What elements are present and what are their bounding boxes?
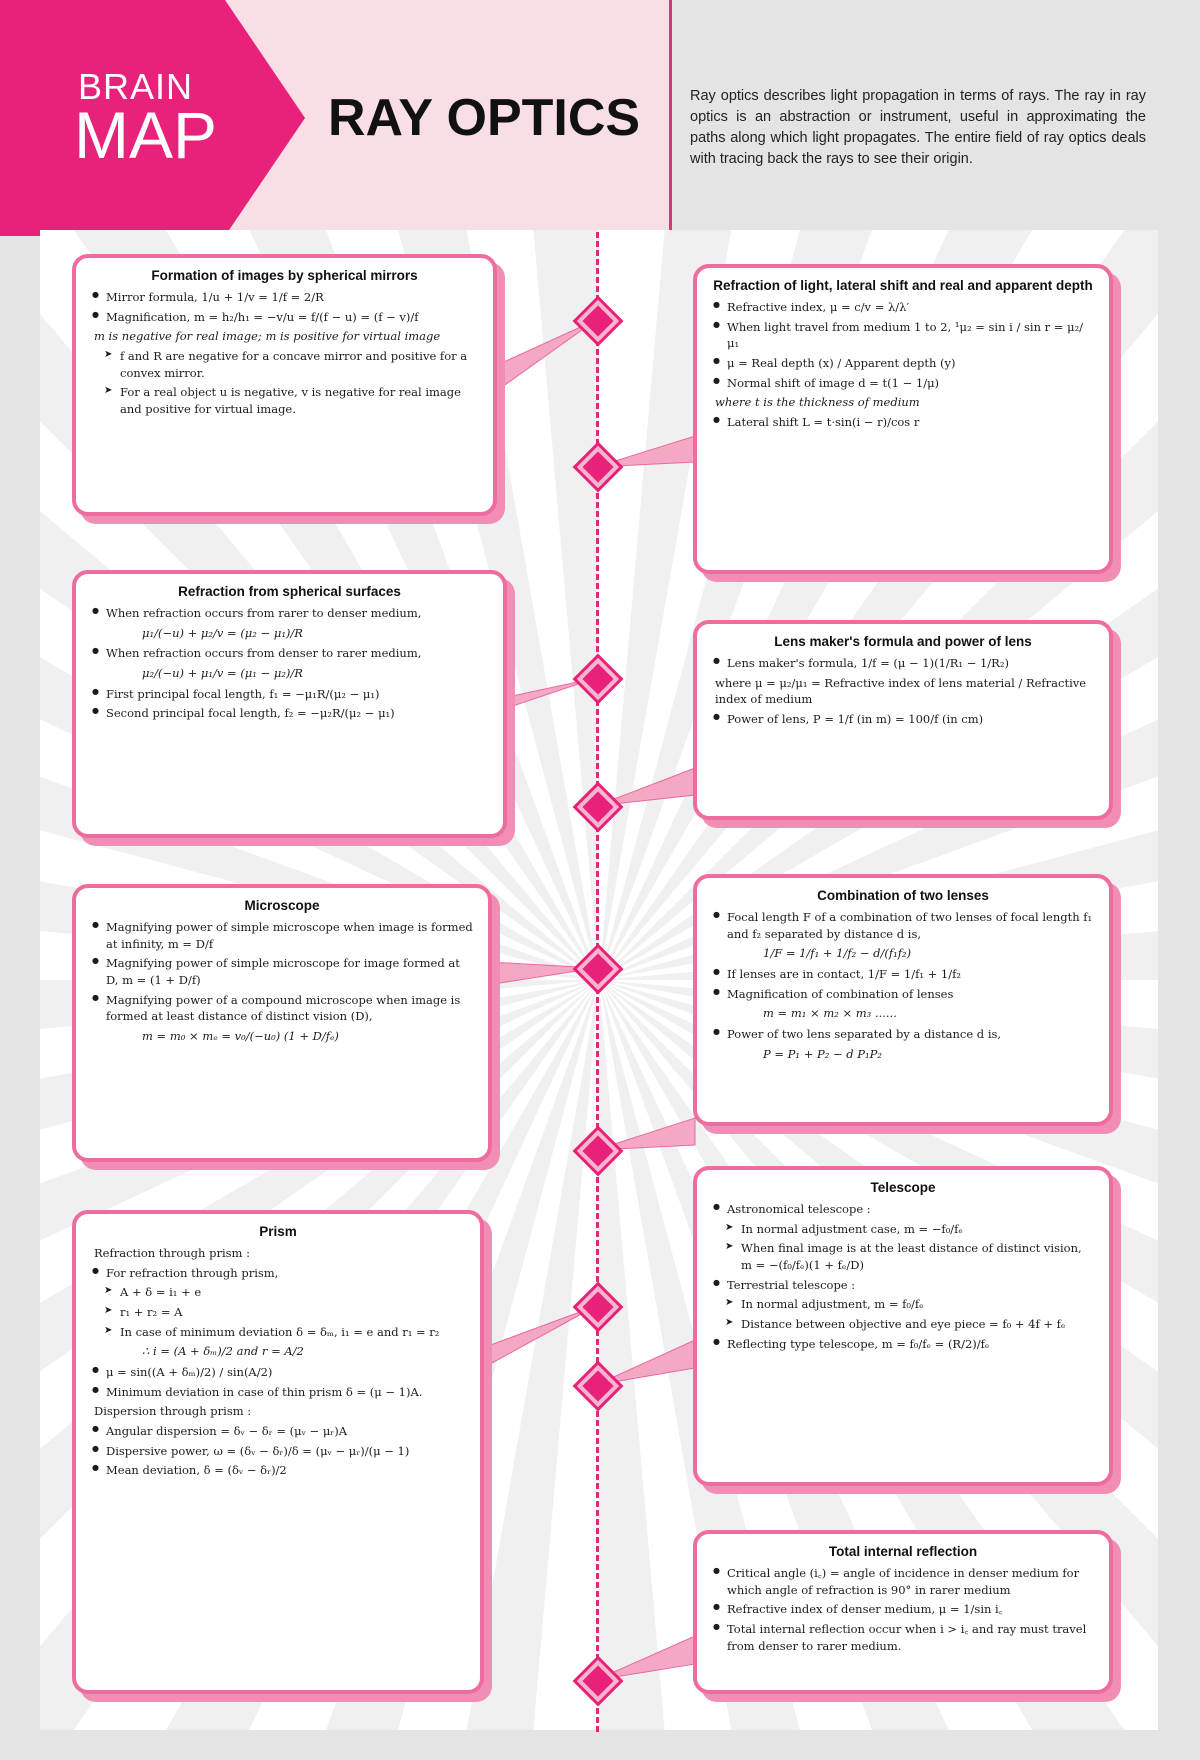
brand-top: BRAIN bbox=[78, 66, 194, 107]
list-item: ● Focal length F of a combination of two lenses of focal length f₁ and f₂ separated by distance d is, bbox=[711, 909, 1095, 942]
list-item: ● When refraction occurs from denser to rarer medium, bbox=[90, 645, 489, 662]
intro-text: Ray optics describes light propagation in terms of rays. The ray in ray optics is an abstraction or instrument, useful in approximating the paths along which light propagates. The entire field of ray optics deals with tracing back the rays to see their origin. bbox=[690, 88, 1146, 167]
list-item: ● Power of two lens separated by a distance d is, bbox=[711, 1026, 1095, 1043]
list-item: ➤ A + δ = i₁ + e bbox=[90, 1284, 466, 1301]
card-title: Telescope bbox=[870, 1180, 936, 1195]
list-item: ● μ = sin((A + δₘ)/2) / sin(A/2) bbox=[90, 1364, 466, 1381]
list-item: ➤ For a real object u is negative, v is negative for real image and positive for virtual image. bbox=[90, 384, 479, 417]
list-item: ● Magnification, m = h₂/h₁ = −v/u = f/(f − u) = (f − v)/f bbox=[90, 309, 479, 326]
list-item: ● Refractive index, μ = c/v = λ/λ′ bbox=[711, 299, 1095, 316]
list-item: ● If lenses are in contact, 1/F = 1/f₁ + 1/f₂ bbox=[711, 966, 1095, 983]
card-title: Total internal reflection bbox=[828, 1544, 978, 1559]
card-microscope bbox=[72, 884, 492, 1162]
section-heading: Dispersion through prism : bbox=[94, 1404, 252, 1419]
equation: P = P₁ + P₂ − d P₁P₂ bbox=[763, 1046, 882, 1061]
list-item: ● Magnifying power of a compound microscope when image is formed at least distance of distinct vision (D), bbox=[90, 992, 474, 1025]
equation: m = m₁ × m₂ × m₃ ...... bbox=[763, 1006, 897, 1021]
equation: ∴ i = (A + δₘ)/2 and r = A/2 bbox=[142, 1344, 304, 1359]
list-item: ● Angular dispersion = δᵥ − δᵣ = (μᵥ − μᵣ)A bbox=[90, 1423, 466, 1440]
card-spherical bbox=[72, 570, 507, 838]
list-item: ● Lens maker's formula, 1/f = (μ − 1)(1/R₁ − 1/R₂) bbox=[711, 655, 1095, 672]
list-item: ● Second principal focal length, f₂ = −μ₂R/(μ₂ − μ₁) bbox=[90, 705, 489, 722]
equation: 1/F = 1/f₁ + 1/f₂ − d/(f₁f₂) bbox=[763, 946, 912, 961]
list-item: ● First principal focal length, f₁ = −μ₁R/(μ₂ − μ₁) bbox=[90, 686, 489, 703]
list-item: ● Reflecting type telescope, m = f₀/fₑ = (R/2)/fₑ bbox=[711, 1336, 1095, 1353]
list-item: ● Total internal reflection occur when i > i꜀ and ray must travel from denser to rarer medium. bbox=[711, 1621, 1095, 1654]
card-combination bbox=[693, 874, 1113, 1126]
list-item: ➤ In normal adjustment, m = f₀/fₑ bbox=[711, 1296, 1095, 1313]
connector-mirrors bbox=[495, 320, 596, 392]
list-item: ● Critical angle (i꜀) = angle of incidence in denser medium for which angle of refraction is 90° in rarer medium bbox=[711, 1565, 1095, 1598]
card-title: Prism bbox=[259, 1224, 297, 1239]
section-heading: Refraction through prism : bbox=[94, 1246, 250, 1260]
list-item: ● Magnifying power of simple microscope for image formed at D, m = (1 + D/f) bbox=[90, 955, 474, 988]
note-text: where μ = μ₂/μ₁ = Refractive index of lens material / Refractive index of medium bbox=[715, 675, 1087, 707]
card-telescope bbox=[693, 1166, 1113, 1486]
page-title: RAY OPTICS bbox=[328, 89, 641, 147]
brand-bottom: MAP bbox=[74, 98, 218, 172]
list-item: ● Refractive index of denser medium, μ = 1/sin i꜀ bbox=[711, 1601, 1095, 1618]
list-item: ➤ In case of minimum deviation δ = δₘ, i₁ = e and r₁ = r₂ bbox=[90, 1324, 466, 1341]
list-item: ➤ In normal adjustment case, m = −f₀/fₑ bbox=[711, 1221, 1095, 1238]
list-item: ● When refraction occurs from rarer to denser medium, bbox=[90, 605, 489, 622]
list-item: ● Magnifying power of simple microscope when image is formed at infinity, m = D/f bbox=[90, 919, 474, 952]
card-prism bbox=[72, 1210, 484, 1694]
list-item: ● Mirror formula, 1/u + 1/v = 1/f = 2/R bbox=[90, 289, 479, 306]
card-refraction bbox=[693, 264, 1113, 574]
card-title: Refraction from spherical surfaces bbox=[178, 584, 401, 599]
list-item: ➤ Distance between objective and eye piece = f₀ + 4f + fₑ bbox=[711, 1316, 1095, 1333]
card-title: Formation of images by spherical mirrors bbox=[151, 268, 418, 283]
list-item: ● Terrestrial telescope : bbox=[711, 1277, 1095, 1294]
card-tir bbox=[693, 1530, 1113, 1694]
list-item: ● When light travel from medium 1 to 2, ¹μ₂ = sin i / sin r = μ₂/μ₁ bbox=[711, 319, 1095, 352]
list-item: ➤ r₁ + r₂ = A bbox=[90, 1304, 466, 1321]
list-item: ● Lateral shift L = t·sin(i − r)/cos r bbox=[711, 414, 1095, 431]
card-mirrors bbox=[72, 254, 497, 516]
card-title: Lens maker's formula and power of lens bbox=[774, 634, 1032, 649]
list-item: ● Dispersive power, ω = (δᵥ − δᵣ)/δ = (μᵥ − μᵣ)/(μ − 1) bbox=[90, 1443, 466, 1460]
card-title: Refraction of light, lateral shift and real and apparent depth bbox=[713, 278, 1093, 293]
card-title: Combination of two lenses bbox=[817, 888, 989, 903]
equation: m = m₀ × mₑ = v₀/(−u₀) (1 + D/fₑ) bbox=[142, 1029, 339, 1044]
list-item: ● Astronomical telescope : bbox=[711, 1201, 1095, 1218]
list-item: ➤ When final image is at the least distance of distinct vision, m = −(f₀/fₑ)(1 + fₑ/D) bbox=[711, 1240, 1095, 1273]
equation: μ₂/(−u) + μ₁/v = (μ₁ − μ₂)/R bbox=[142, 666, 303, 681]
card-lensmaker bbox=[693, 620, 1113, 820]
list-item: ● μ = Real depth (x) / Apparent depth (y) bbox=[711, 355, 1095, 372]
list-item: ● Power of lens, P = 1/f (in m) = 100/f (in cm) bbox=[711, 711, 1095, 728]
list-item: ● Magnification of combination of lenses bbox=[711, 986, 1095, 1003]
note-text: where t is the thickness of medium bbox=[715, 395, 920, 410]
list-item: ● Normal shift of image d = t(1 − 1/μ) bbox=[711, 375, 1095, 392]
equation: μ₁/(−u) + μ₂/v = (μ₂ − μ₁)/R bbox=[142, 625, 303, 640]
card-title: Microscope bbox=[244, 898, 320, 913]
list-item: ● Mean deviation, δ = (δᵥ − δᵣ)/2 bbox=[90, 1462, 466, 1479]
list-item: ➤ f and R are negative for a concave mirror and positive for a convex mirror. bbox=[90, 348, 479, 381]
list-item: ● For refraction through prism, bbox=[90, 1265, 466, 1282]
note-text: m is negative for real image; m is positive for virtual image bbox=[94, 329, 441, 344]
list-item: ● Minimum deviation in case of thin prism δ = (μ − 1)A. bbox=[90, 1384, 466, 1401]
